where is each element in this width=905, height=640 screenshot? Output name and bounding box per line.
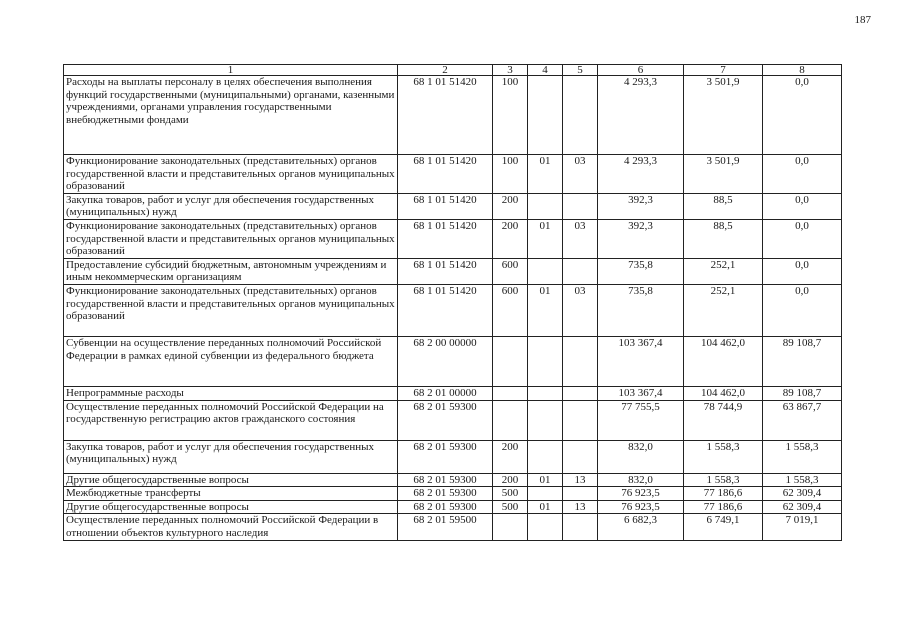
amount-col8: 89 108,7 (763, 336, 842, 386)
section: 01 (528, 219, 563, 258)
expense-type: 200 (493, 473, 528, 487)
target-article-code: 68 2 01 59300 (398, 440, 493, 473)
expense-type (493, 386, 528, 400)
amount-col8: 62 309,4 (763, 500, 842, 514)
section: 01 (528, 473, 563, 487)
col-header-1: 1 (64, 65, 398, 76)
table-row (64, 386, 842, 400)
amount-col6: 6 682,3 (598, 514, 684, 540)
col-header-7: 7 (684, 65, 763, 76)
expense-type: 500 (493, 500, 528, 514)
expense-type: 600 (493, 258, 528, 284)
row-description: Осуществление переданных полномочий Российской Федерации на государственную регистрацию актов гражданского состояния (64, 400, 398, 440)
subsection (563, 336, 598, 386)
subsection: 03 (563, 284, 598, 336)
row-description: Другие общегосударственные вопросы (64, 473, 398, 487)
amount-col6: 832,0 (598, 440, 684, 473)
amount-col7: 6 749,1 (684, 514, 763, 540)
amount-col7: 104 462,0 (684, 386, 763, 400)
target-article-code: 68 2 01 00000 (398, 386, 493, 400)
amount-col7: 77 186,6 (684, 487, 763, 501)
amount-col7: 88,5 (684, 219, 763, 258)
subsection (563, 514, 598, 540)
amount-col6: 735,8 (598, 258, 684, 284)
col-header-4: 4 (528, 65, 563, 76)
target-article-code: 68 1 01 51420 (398, 284, 493, 336)
amount-col7: 78 744,9 (684, 400, 763, 440)
table-row (64, 155, 842, 194)
table-row (64, 76, 842, 155)
page-number: 187 (854, 14, 871, 26)
subsection (563, 440, 598, 473)
subsection: 13 (563, 500, 598, 514)
subsection (563, 487, 598, 501)
table-row (64, 514, 842, 540)
row-description: Межбюджетные трансферты (64, 487, 398, 501)
target-article-code: 68 2 00 00000 (398, 336, 493, 386)
section (528, 76, 563, 155)
section: 01 (528, 500, 563, 514)
amount-col8: 0,0 (763, 155, 842, 194)
amount-col8: 63 867,7 (763, 400, 842, 440)
amount-col8: 89 108,7 (763, 386, 842, 400)
section (528, 258, 563, 284)
section (528, 336, 563, 386)
amount-col6: 76 923,5 (598, 487, 684, 501)
amount-col7: 252,1 (684, 258, 763, 284)
target-article-code: 68 1 01 51420 (398, 258, 493, 284)
amount-col7: 88,5 (684, 193, 763, 219)
section (528, 193, 563, 219)
row-description: Функционирование законодательных (представительных) органов государственной власти и представительных органов муниципальных образований (64, 219, 398, 258)
amount-col7: 252,1 (684, 284, 763, 336)
target-article-code: 68 2 01 59300 (398, 500, 493, 514)
expense-type: 100 (493, 155, 528, 194)
row-description: Субвенции на осуществление переданных полномочий Российской Федерации в рамках единой субвенции из федерального бюджета (64, 336, 398, 386)
amount-col6: 392,3 (598, 219, 684, 258)
target-article-code: 68 2 01 59300 (398, 487, 493, 501)
target-article-code: 68 2 01 59300 (398, 400, 493, 440)
table-row (64, 500, 842, 514)
section: 01 (528, 284, 563, 336)
table-row (64, 473, 842, 487)
expense-type (493, 336, 528, 386)
col-header-8: 8 (763, 65, 842, 76)
amount-col8: 0,0 (763, 219, 842, 258)
amount-col7: 77 186,6 (684, 500, 763, 514)
table-row (64, 440, 842, 473)
section (528, 440, 563, 473)
amount-col8: 0,0 (763, 193, 842, 219)
section (528, 514, 563, 540)
row-description: Осуществление переданных полномочий Российской Федерации в отношении объектов культурного наследия (64, 514, 398, 540)
amount-col6: 103 367,4 (598, 386, 684, 400)
row-description: Закупка товаров, работ и услуг для обеспечения государственных (муниципальных) нужд (64, 193, 398, 219)
expense-type (493, 400, 528, 440)
amount-col7: 3 501,9 (684, 155, 763, 194)
amount-col8: 1 558,3 (763, 440, 842, 473)
row-description: Функционирование законодательных (представительных) органов государственной власти и представительных органов муниципальных образований (64, 155, 398, 194)
target-article-code: 68 2 01 59300 (398, 473, 493, 487)
section (528, 386, 563, 400)
row-description: Расходы на выплаты персоналу в целях обеспечения выполнения функций государственными (муниципальными) органами, казенными учреждениями, органами управления государственными внебюджетными фондами (64, 76, 398, 155)
budget-table (63, 64, 842, 541)
target-article-code: 68 1 01 51420 (398, 193, 493, 219)
expense-type: 200 (493, 219, 528, 258)
subsection (563, 193, 598, 219)
section (528, 487, 563, 501)
expense-type: 100 (493, 76, 528, 155)
subsection (563, 76, 598, 155)
subsection (563, 400, 598, 440)
expense-type: 200 (493, 440, 528, 473)
amount-col7: 104 462,0 (684, 336, 763, 386)
table-row (64, 487, 842, 501)
amount-col7: 1 558,3 (684, 473, 763, 487)
table-row (64, 258, 842, 284)
amount-col6: 735,8 (598, 284, 684, 336)
amount-col6: 4 293,3 (598, 155, 684, 194)
amount-col8: 0,0 (763, 76, 842, 155)
amount-col8: 62 309,4 (763, 487, 842, 501)
table-row (64, 336, 842, 386)
expense-type: 500 (493, 487, 528, 501)
amount-col7: 1 558,3 (684, 440, 763, 473)
subsection: 13 (563, 473, 598, 487)
header-row (64, 65, 842, 76)
row-description: Непрограммные расходы (64, 386, 398, 400)
table-row (64, 284, 842, 336)
target-article-code: 68 1 01 51420 (398, 76, 493, 155)
amount-col8: 7 019,1 (763, 514, 842, 540)
amount-col6: 4 293,3 (598, 76, 684, 155)
amount-col6: 103 367,4 (598, 336, 684, 386)
row-description: Другие общегосударственные вопросы (64, 500, 398, 514)
section: 01 (528, 155, 563, 194)
target-article-code: 68 1 01 51420 (398, 219, 493, 258)
table-row (64, 219, 842, 258)
col-header-5: 5 (563, 65, 598, 76)
row-description: Функционирование законодательных (представительных) органов государственной власти и представительных органов муниципальных образований (64, 284, 398, 336)
subsection: 03 (563, 155, 598, 194)
row-description: Предоставление субсидий бюджетным, автономным учреждениям и иным некоммерческим организациям (64, 258, 398, 284)
col-header-6: 6 (598, 65, 684, 76)
col-header-3: 3 (493, 65, 528, 76)
table-row (64, 400, 842, 440)
target-article-code: 68 2 01 59500 (398, 514, 493, 540)
target-article-code: 68 1 01 51420 (398, 155, 493, 194)
expense-type: 600 (493, 284, 528, 336)
col-header-2: 2 (398, 65, 493, 76)
expense-type (493, 514, 528, 540)
amount-col8: 0,0 (763, 258, 842, 284)
subsection (563, 386, 598, 400)
amount-col6: 392,3 (598, 193, 684, 219)
amount-col8: 0,0 (763, 284, 842, 336)
amount-col8: 1 558,3 (763, 473, 842, 487)
expense-type: 200 (493, 193, 528, 219)
subsection: 03 (563, 219, 598, 258)
section (528, 400, 563, 440)
amount-col6: 76 923,5 (598, 500, 684, 514)
table-row (64, 193, 842, 219)
row-description: Закупка товаров, работ и услуг для обеспечения государственных (муниципальных) нужд (64, 440, 398, 473)
amount-col7: 3 501,9 (684, 76, 763, 155)
subsection (563, 258, 598, 284)
amount-col6: 832,0 (598, 473, 684, 487)
amount-col6: 77 755,5 (598, 400, 684, 440)
